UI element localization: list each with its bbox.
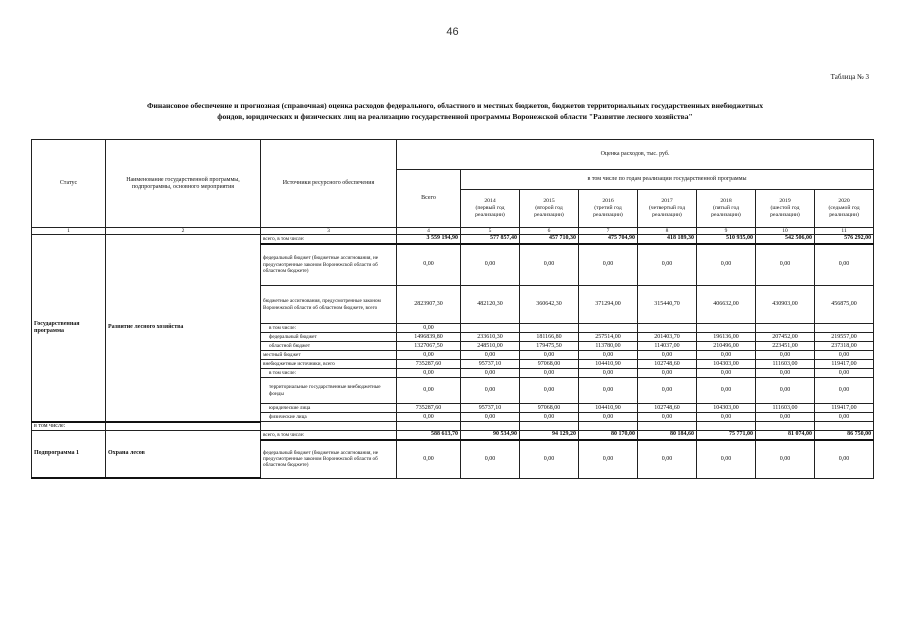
value-cell: 248510,00 (461, 342, 520, 351)
value-total: 0,00 (397, 324, 461, 333)
subprogram-row-total (32, 430, 874, 440)
value-cell: 0,00 (579, 413, 638, 422)
source-label: в том числе: (261, 324, 397, 333)
value-cell: 104410,90 (579, 404, 638, 413)
value-total: 3 559 194,90 (397, 235, 461, 244)
subprogram-name: Охрана лесов (106, 430, 261, 478)
col-number: 4 (397, 228, 461, 235)
value-cell: 201403,70 (638, 333, 697, 342)
value-cell: 97068,00 (520, 404, 579, 413)
value-cell: 113780,00 (579, 342, 638, 351)
col-number: 2 (106, 228, 261, 235)
value-cell: 233610,30 (461, 333, 520, 342)
source-label: юридические лица (261, 404, 397, 413)
col-number: 6 (520, 228, 579, 235)
value-cell: 104303,00 (697, 404, 756, 413)
value-cell: 104410,90 (579, 360, 638, 369)
value-total: 0,00 (397, 440, 461, 478)
value-cell: 102748,60 (638, 360, 697, 369)
value-cell: 81 074,00 (756, 430, 815, 440)
value-cell: 315440,70 (638, 286, 697, 324)
value-cell: 0,00 (579, 351, 638, 360)
value-cell: 179475,50 (520, 342, 579, 351)
value-cell: 418 189,30 (638, 235, 697, 244)
value-cell: 80 170,00 (579, 430, 638, 440)
value-cell: 0,00 (697, 351, 756, 360)
value-cell: 0,00 (520, 413, 579, 422)
value-cell (815, 324, 874, 333)
source-label: федеральный бюджет (261, 333, 397, 342)
value-cell: 111603,00 (756, 404, 815, 413)
col-number: 9 (697, 228, 756, 235)
value-cell: 0,00 (756, 378, 815, 404)
value-cell: 430903,00 (756, 286, 815, 324)
value-cell: 111603,00 (756, 360, 815, 369)
value-cell: 576 292,00 (815, 235, 874, 244)
value-cell: 0,00 (520, 369, 579, 378)
header-by-years: в том числе по годам реализации государственной программы (461, 170, 874, 190)
value-cell: 0,00 (638, 440, 697, 478)
source-label: внебюджетные источники, всего (261, 360, 397, 369)
col-number: 3 (261, 228, 397, 235)
value-total: 2823907,30 (397, 286, 461, 324)
value-cell (579, 324, 638, 333)
value-cell: 0,00 (756, 440, 815, 478)
value-cell: 475 704,90 (579, 235, 638, 244)
subprogram-status: Подпрограмма 1 (32, 430, 106, 478)
header-year: 2015 (второй год реализации) (520, 190, 579, 228)
column-numbers-row (32, 228, 874, 235)
value-cell: 0,00 (815, 378, 874, 404)
col-number: 10 (756, 228, 815, 235)
value-cell: 0,00 (638, 369, 697, 378)
value-cell: 0,00 (815, 369, 874, 378)
value-cell: 0,00 (579, 378, 638, 404)
value-cell: 457 710,30 (520, 235, 579, 244)
col-number: 1 (32, 228, 106, 235)
value-cell: 371294,00 (579, 286, 638, 324)
value-cell: 0,00 (697, 378, 756, 404)
value-cell: 0,00 (579, 369, 638, 378)
header-year: 2016 (третий год реализации) (579, 190, 638, 228)
value-cell: 0,00 (520, 378, 579, 404)
header-year: 2018 (пятый год реализации) (697, 190, 756, 228)
in-that-number-row (32, 422, 874, 431)
header-name: Наименование государственной программы, подпрограммы, основного мероприятия (106, 140, 261, 228)
source-label: всего, в том числе: (261, 430, 397, 440)
value-cell (461, 324, 520, 333)
value-cell: 0,00 (756, 369, 815, 378)
value-cell: 90 534,90 (461, 430, 520, 440)
value-cell: 0,00 (697, 440, 756, 478)
value-cell: 577 857,40 (461, 235, 520, 244)
value-cell: 119417,00 (815, 360, 874, 369)
value-cell: 0,00 (638, 413, 697, 422)
value-cell: 0,00 (461, 369, 520, 378)
value-cell: 0,00 (461, 244, 520, 286)
value-cell: 95737,10 (461, 360, 520, 369)
title-line-2: фондов, юридических и физических лиц на реализацию государственной программы Воронежской области "Развитие лесного хозяйства" (217, 112, 693, 121)
value-cell: 75 771,00 (697, 430, 756, 440)
value-cell: 207452,00 (756, 333, 815, 342)
value-cell: 0,00 (520, 440, 579, 478)
value-cell (756, 324, 815, 333)
value-total: 588 613,70 (397, 430, 461, 440)
value-cell: 181166,80 (520, 333, 579, 342)
value-cell: 0,00 (579, 244, 638, 286)
value-total: 735287,60 (397, 360, 461, 369)
value-cell: 94 129,20 (520, 430, 579, 440)
value-cell (638, 324, 697, 333)
title-line-1: Финансовое обеспечение и прогнозная (справочная) оценка расходов федерального, областного и местных бюджетов, бюджетов территориальных государственных внебюджетных (146, 101, 763, 110)
header-status: Статус (32, 140, 106, 228)
value-cell (520, 324, 579, 333)
value-cell: 0,00 (697, 413, 756, 422)
value-cell: 97068,00 (520, 360, 579, 369)
value-cell: 210496,00 (697, 342, 756, 351)
header-sources: Источники ресурсного обеспечения (261, 140, 397, 228)
col-number: 8 (638, 228, 697, 235)
value-total: 0,00 (397, 413, 461, 422)
value-cell: 542 506,00 (756, 235, 815, 244)
value-cell: 0,00 (638, 378, 697, 404)
col-number: 7 (579, 228, 638, 235)
header-row-1 (32, 140, 874, 170)
value-cell: 0,00 (697, 244, 756, 286)
table-label: Таблица № 3 (830, 73, 869, 81)
in-that-number-label: в том числе: (32, 422, 106, 431)
value-cell: 0,00 (756, 244, 815, 286)
program-status: Государственная программа (32, 235, 106, 422)
header-year: 2020 (седьмой год реализации) (815, 190, 874, 228)
value-total: 0,00 (397, 369, 461, 378)
program-name: Развитие лесного хозяйства (106, 235, 261, 422)
value-cell: 237318,00 (815, 342, 874, 351)
value-cell: 95737,10 (461, 404, 520, 413)
value-cell: 0,00 (461, 413, 520, 422)
document-title (40, 100, 870, 122)
header-year: 2014 (первый год реализации) (461, 190, 520, 228)
value-cell: 0,00 (815, 351, 874, 360)
page-number: 46 (446, 26, 459, 38)
value-cell (697, 324, 756, 333)
value-cell: 0,00 (461, 378, 520, 404)
value-total: 1327067,50 (397, 342, 461, 351)
source-label: местный бюджет (261, 351, 397, 360)
source-label: федеральный бюджет (бюджетные ассигнования, не предусмотренные законом Воронежской области об областном бюджете) (261, 244, 397, 286)
value-total: 0,00 (397, 378, 461, 404)
value-cell: 223451,00 (756, 342, 815, 351)
value-cell: 0,00 (815, 440, 874, 478)
value-cell: 80 184,60 (638, 430, 697, 440)
value-cell: 0,00 (461, 440, 520, 478)
value-cell: 102748,60 (638, 404, 697, 413)
value-cell: 0,00 (638, 351, 697, 360)
value-total: 0,00 (397, 244, 461, 286)
value-cell: 0,00 (697, 369, 756, 378)
value-cell: 0,00 (815, 413, 874, 422)
value-cell: 0,00 (579, 440, 638, 478)
value-cell: 104303,00 (697, 360, 756, 369)
program-row-total (32, 235, 874, 244)
col-number: 5 (461, 228, 520, 235)
value-cell: 0,00 (520, 244, 579, 286)
value-cell: 482120,30 (461, 286, 520, 324)
value-cell: 360642,30 (520, 286, 579, 324)
value-cell: 114037,00 (638, 342, 697, 351)
value-cell: 219557,00 (815, 333, 874, 342)
value-cell: 456875,00 (815, 286, 874, 324)
financing-table (31, 139, 874, 479)
col-number: 11 (815, 228, 874, 235)
header-estimate: Оценка расходов, тыс. руб. (397, 140, 874, 170)
value-cell: 257514,00 (579, 333, 638, 342)
value-cell: 196136,00 (697, 333, 756, 342)
source-label: бюджетные ассигнования, предусмотренные законом Воронежской области об областном бюджете, всего (261, 286, 397, 324)
value-total: 1496839,80 (397, 333, 461, 342)
value-cell: 0,00 (520, 351, 579, 360)
value-cell: 510 935,00 (697, 235, 756, 244)
source-label: всего, в том числе: (261, 235, 397, 244)
header-year: 2017 (четвертый год реализации) (638, 190, 697, 228)
value-cell: 0,00 (638, 244, 697, 286)
value-cell: 0,00 (756, 413, 815, 422)
value-cell: 406632,00 (697, 286, 756, 324)
value-total: 0,00 (397, 351, 461, 360)
value-cell: 0,00 (815, 244, 874, 286)
source-label: федеральный бюджет (бюджетные ассигнования, не предусмотренные законом Воронежской области об областном бюджете) (261, 440, 397, 478)
value-cell: 0,00 (756, 351, 815, 360)
value-cell: 119417,00 (815, 404, 874, 413)
header-total: Всего (397, 170, 461, 228)
value-cell: 86 750,00 (815, 430, 874, 440)
value-total: 735287,60 (397, 404, 461, 413)
header-year: 2019 (шестой год реализации) (756, 190, 815, 228)
source-label: областной бюджет (261, 342, 397, 351)
source-label: территориальные государственные внебюджетные фонды (261, 378, 397, 404)
value-cell: 0,00 (461, 351, 520, 360)
source-label: в том числе: (261, 369, 397, 378)
source-label: физические лица (261, 413, 397, 422)
